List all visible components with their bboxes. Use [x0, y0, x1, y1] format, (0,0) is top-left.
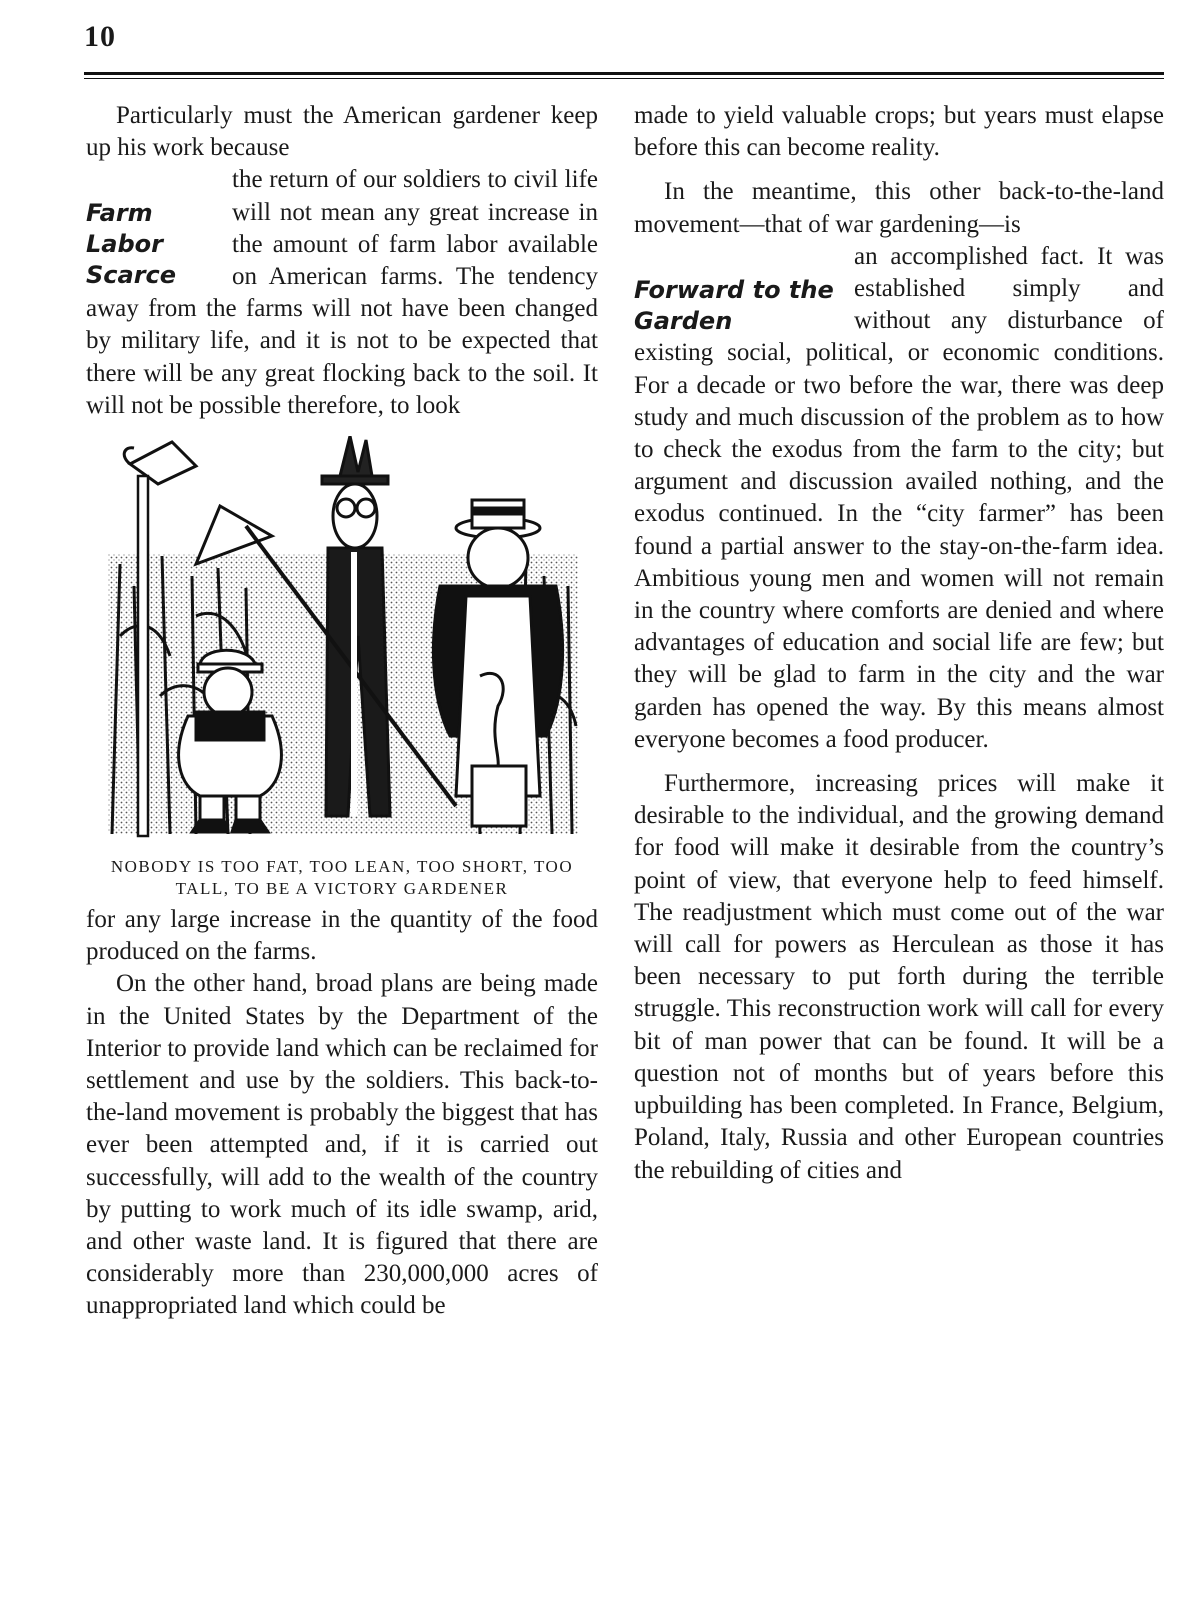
header-rule — [84, 72, 1164, 75]
page-number: 10 — [84, 20, 116, 53]
sidehead-forward-to-the-garden: Forward to the Garden — [634, 275, 834, 335]
paragraph-farm-labor: the return of our soldiers to civil life will not mean any great increase in the amount of farm labor available on American farms. The tendency away from the farms will not have been changed by military life, and it is not to be expected that there will be any great flocking back to the soil. It will not be possible therefore, to look — [86, 166, 598, 419]
paragraph-continued: for any large increase in the quantity of the food produced on the farms. — [86, 906, 598, 966]
victory-gardener-cartoon — [100, 436, 586, 852]
paragraph-continued-right: made to yield valuable crops; but years must elapse before this can become reality. — [634, 102, 1164, 162]
paragraph-meantime: In the meantime, this other back-to-the-land movement—that of war gardening—is — [634, 178, 1164, 238]
paragraph-intro: Particularly must the American gardener keep up his work because — [86, 102, 598, 162]
left-column — [86, 100, 598, 1323]
paragraph-reclamation: On the other hand, broad plans are being made in the United States by the Department of the Interior to provide land which can be reclaimed for settlement and use by the soldiers. This back-to-the-land movement is probably the biggest that has ever been attempted and, if it is carried out successfully, will add to the wealth of the country by putting to work much of its idle swamp, arid, and other waste land. It is figured that there are considerably more than 230,000,000 acres of unappropriated land which could be — [86, 970, 598, 1320]
paragraph-war-gardening: an accomplished fact. It was established simply and without any disturbance of existing social, political, or economic conditions. For a decade or two before the war, there was deep study and much discussion of the problem as to how to check the exodus from the farm to the city; but argument and discussion availed nothing, and the exodus continued. In the “city farmer” has been found a partial answer to the stay-on-the-farm idea. Ambitious young men and women will not remain in the country where comforts are denied and where advantages of education and social life are few; but they will be glad to farm in the city and the war garden has opened the way. By this means almost everyone becomes a food producer. — [634, 242, 1164, 753]
paragraph-furthermore: Furthermore, increasing prices will make it desirable to the individual, and the growing demand for food will make it desirable from the country’s point of view, that everyone help to feed himself. The readjustment which must come out of the war will call for powers as Herculean as those it has been necessary to put forth during the terrible struggle. This reconstruction work will call for every bit of man power that can be found. It will be a question not of months but of years before this upbuilding has been completed. In France, Belgium, Poland, Italy, Russia and other European countries the rebuilding of cities and — [634, 770, 1164, 1184]
sidehead-farm-labor-scarce: Farm Labor Scarce — [86, 199, 177, 290]
illustration-caption: NOBODY IS TOO FAT, TOO LEAN, TOO SHORT, TOO TALL, TO BE A VICTORY GARDENER — [110, 857, 574, 899]
header-rule-thin — [84, 78, 1164, 79]
right-column — [634, 100, 1164, 1187]
